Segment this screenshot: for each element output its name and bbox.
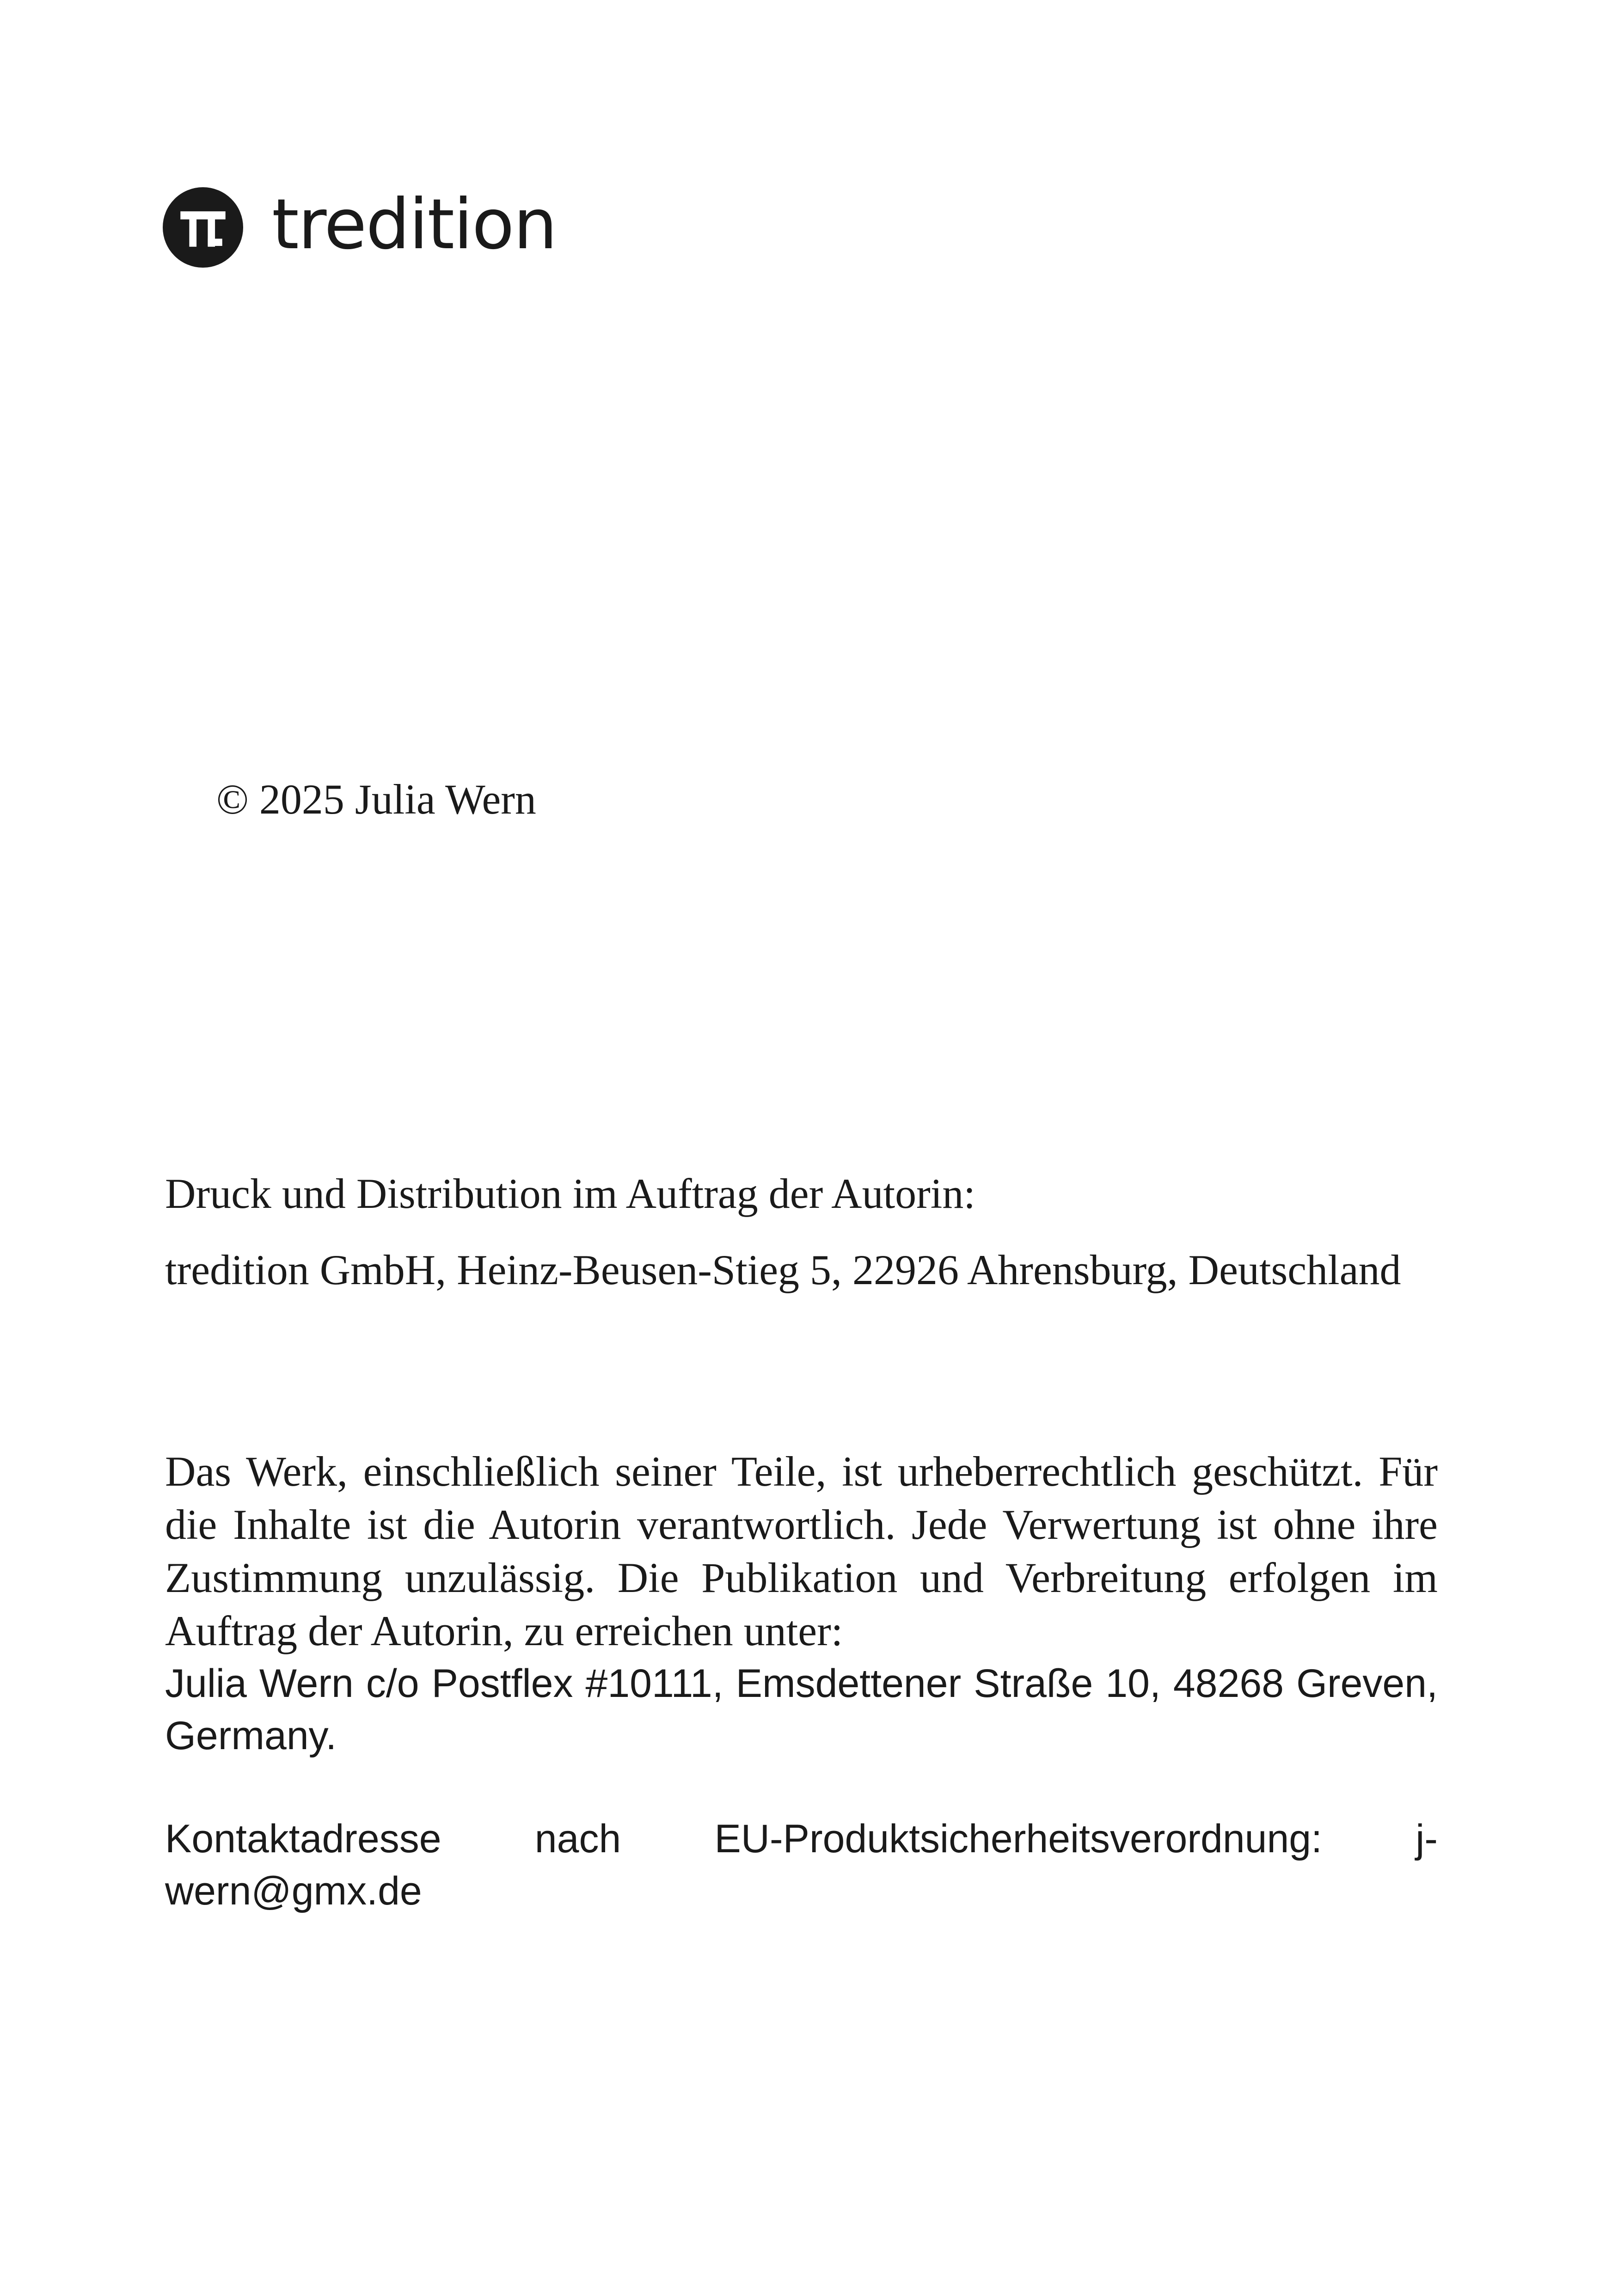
legal-notice [165, 1445, 1438, 1762]
tredition-logo-icon [163, 187, 243, 268]
product-safety-contact [165, 1813, 1438, 1917]
publisher-logo [163, 184, 557, 268]
publisher-name: tredition [272, 184, 557, 265]
print-distribution-label: Druck und Distribution im Auftrag der Autorin: [165, 1170, 975, 1217]
copyright-notice: © 2025 Julia Wern [216, 776, 536, 823]
author-contact-address: Julia Wern c/o Postflex #10111, Emsdettener Straße 10, 48268 Greven, Germany. [165, 1661, 1438, 1758]
publisher-address: tredition GmbH, Heinz-Beusen-Stieg 5, 22926 Ahrensburg, Deutschland [165, 1246, 1401, 1293]
contact-text: Kontaktadresse nach EU-Produktsicherheitsverordnung: j-wern@gmx.de [165, 1817, 1438, 1913]
copyright-legal-text: Das Werk, einschließlich seiner Teile, ist urheberrechtlich geschützt. Für die Inhalte ist die Autorin verantwortlich. Jede Verwertung ist ohne ihre Zustimmung unzulässig. Die Publikation und Verbreitung erfolgen im Auftrag der Autorin, zu erreichen unter: [165, 1448, 1438, 1654]
